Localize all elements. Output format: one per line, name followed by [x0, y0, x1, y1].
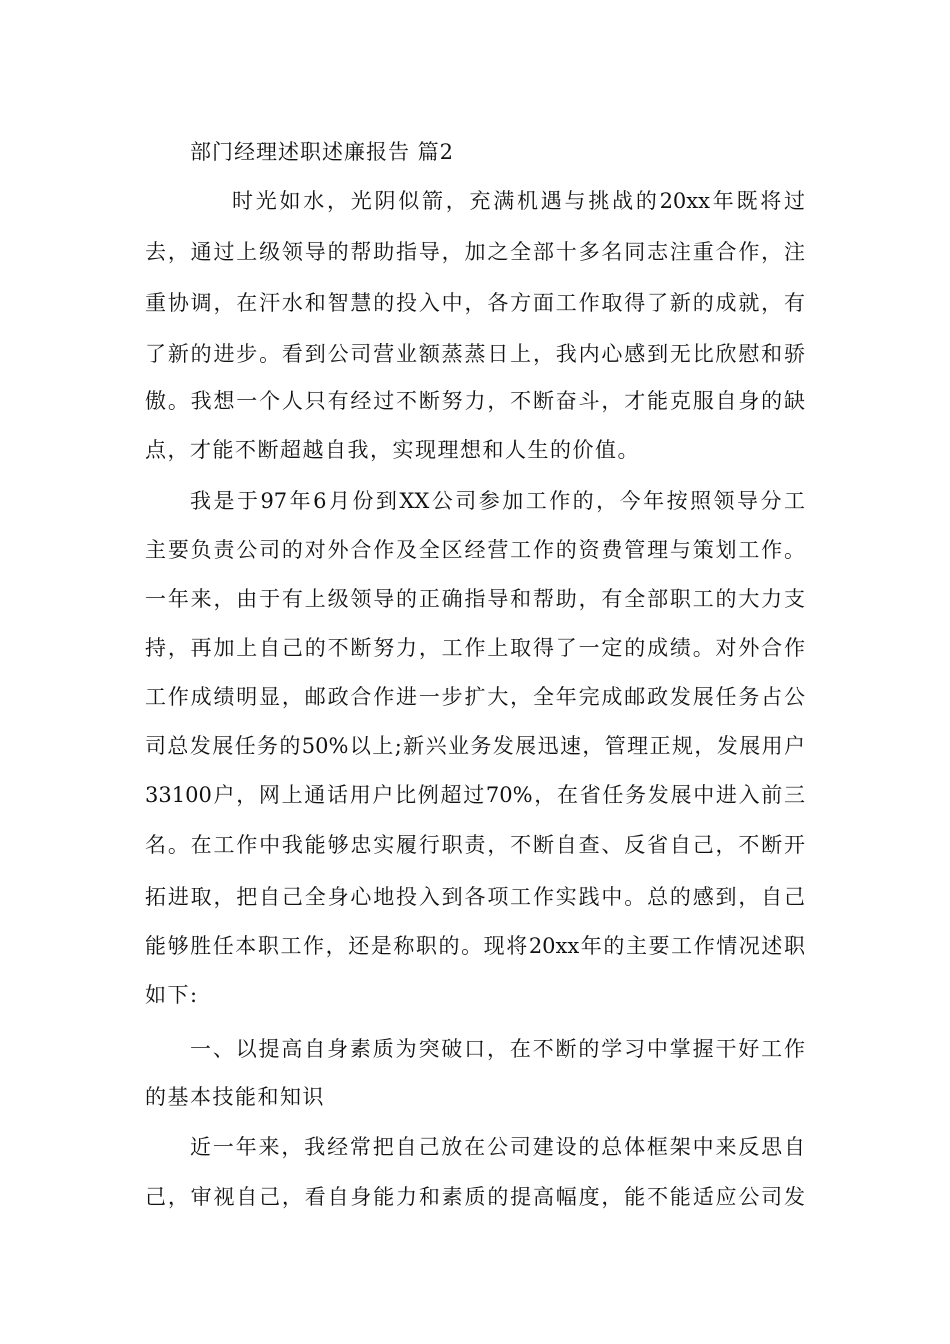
paragraph-line: 能够胜任本职工作，还是称职的。现将20xx年的主要工作情况述职 [145, 934, 805, 958]
paragraph-line: 傲。我想一个人只有经过不断努力，不断奋斗，才能克服自身的缺 [145, 389, 805, 413]
paragraph-line: 主要负责公司的对外合作及全区经营工作的资费管理与策划工作。 [145, 538, 805, 562]
paragraph-line: 去，通过上级领导的帮助指导，加之全部十多名同志注重合作，注 [145, 240, 805, 264]
paragraph-line: 时光如水，光阴似箭，充满机遇与挑战的20xx年既将过 [232, 189, 805, 213]
paragraph-line: 近一年来，我经常把自己放在公司建设的总体框架中来反思自 [190, 1135, 805, 1159]
paragraph-line: 如下: [145, 983, 199, 1007]
paragraph-line: 拓进取，把自己全身心地投入到各项工作实践中。总的感到，自己 [145, 885, 805, 909]
paragraph-line: 一年来，由于有上级领导的正确指导和帮助，有全部职工的大力支 [145, 587, 805, 611]
paragraph-line: 33100户，网上通话用户比例超过70%，在省任务发展中进入前三 [145, 783, 805, 807]
paragraph-line: 工作成绩明显，邮政合作进一步扩大，全年完成邮政发展任务占公 [145, 685, 805, 709]
paragraph-line: 重协调，在汗水和智慧的投入中，各方面工作取得了新的成就，有 [145, 291, 805, 315]
paragraph-line: 了新的进步。看到公司营业额蒸蒸日上，我内心感到无比欣慰和骄 [145, 342, 805, 366]
paragraph-line: 名。在工作中我能够忠实履行职责，不断自查、反省自己，不断开 [145, 833, 805, 857]
paragraph-line: 己，审视自己，看自身能力和素质的提高幅度，能不能适应公司发 [145, 1185, 805, 1209]
paragraph-line: 我是于97年6月份到XX公司参加工作的，今年按照领导分工 [190, 489, 805, 513]
section-heading-line: 一、以提高自身素质为突破口，在不断的学习中掌握干好工作 [190, 1037, 805, 1061]
document-title: 部门经理述职述廉报告 篇2 [190, 140, 455, 164]
paragraph-line: 持，再加上自己的不断努力，工作上取得了一定的成绩。对外合作 [145, 636, 805, 660]
section-heading-line: 的基本技能和知识 [145, 1085, 325, 1109]
paragraph-line: 点，才能不断超越自我，实现理想和人生的价值。 [145, 438, 640, 462]
paragraph-line: 司总发展任务的50%以上;新兴业务发展迅速，管理正规，发展用户 [145, 734, 805, 758]
